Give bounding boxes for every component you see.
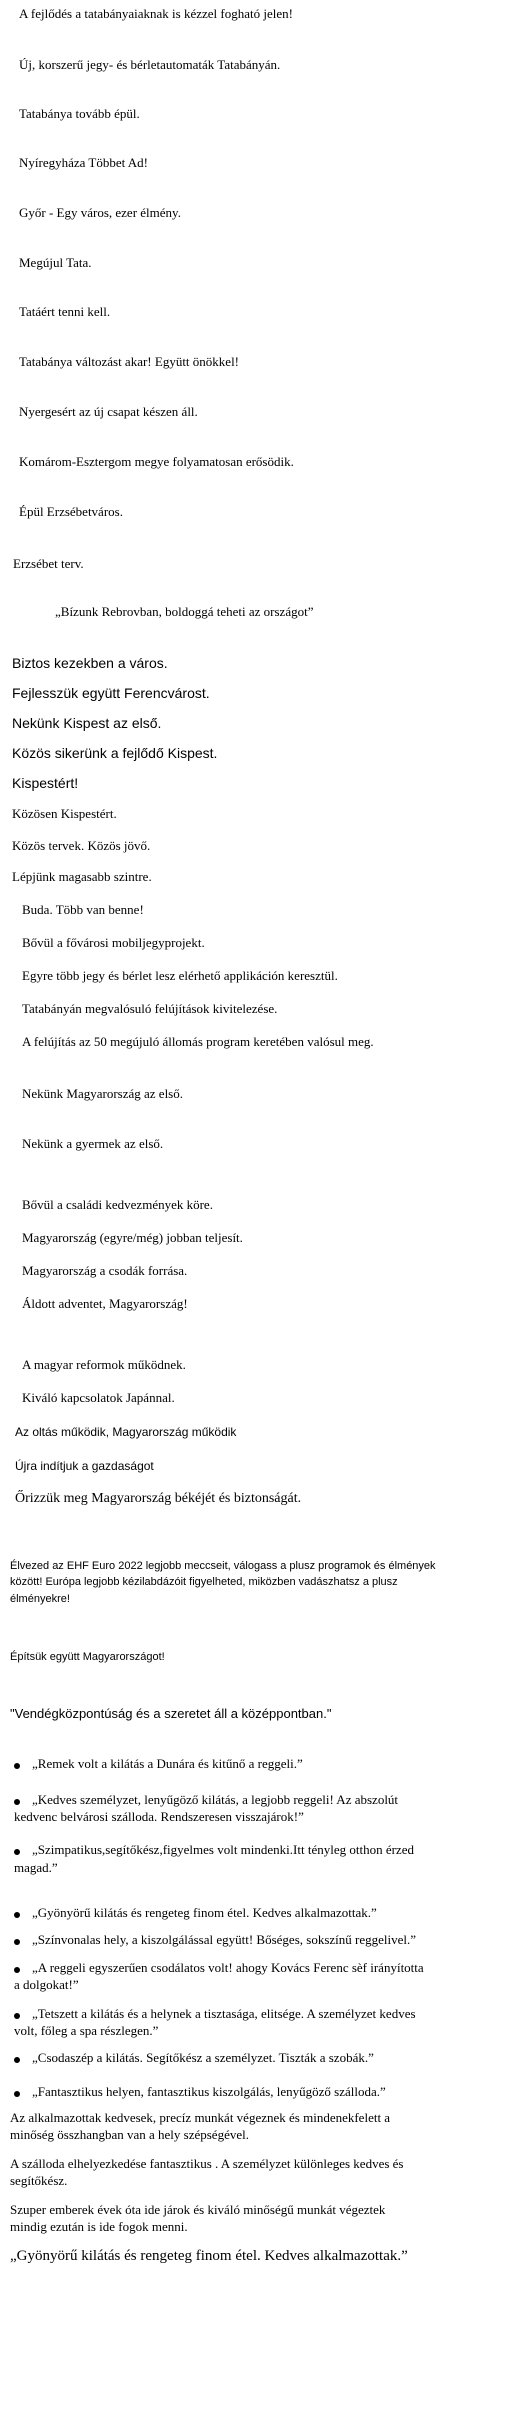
- bullet-icon: [14, 1939, 20, 1945]
- line-kispest-success: Közös sikerünk a fejlődő Kispest.: [12, 745, 218, 761]
- bullet-icon: [14, 1967, 20, 1973]
- line-ferencvaros: Fejlesszük együtt Ferencvárost.: [12, 685, 210, 701]
- bullet-icon: [14, 2091, 20, 2097]
- line-ticket-machines: Új, korszerű jegy- és bérletautomaták Tatabányán.: [19, 57, 281, 72]
- review-4: „Gyönyörű kilátás és rengeteg finom étel. Kedves alkalmazottak.”: [32, 1905, 377, 1920]
- line-tatabanya-builds: Tatabánya tovább épül.: [19, 106, 140, 121]
- line-family-benefits: Bővül a családi kedvezmények köre.: [22, 1197, 213, 1212]
- review-5: „Színvonalas hely, a kiszolgálással együtt! Bőséges, sokszínű reggelivel.”: [32, 1932, 417, 1947]
- review-3-line-1: „Szimpatikus,segítőkész,figyelmes volt mindenki.Itt tényleg otthon érzed: [32, 1842, 414, 1857]
- review-7-line-2: volt, főleg a spa részlegen.”: [14, 2023, 159, 2038]
- line-build-together: Építsük együtt Magyarországot!: [10, 1651, 165, 1663]
- paragraph-2-line-2: segítőkész.: [10, 2173, 68, 2188]
- review-7-line-1: „Tetszett a kilátás és a helynek a tisztasága, elitsége. A személyzet kedves: [32, 2006, 416, 2021]
- line-source-of-wonders: Magyarország a csodák forrása.: [22, 1263, 188, 1278]
- line-50-stations: A felújítás az 50 megújuló állomás program keretében valósul meg.: [22, 1034, 374, 1049]
- bullet-icon: [14, 1799, 20, 1805]
- review-6-line-1: „A reggeli egyszerűen csodálatos volt! ahogy Kovács Ferenc sèf irányította: [32, 1960, 424, 1975]
- line-tatabanya-renovations: Tatabányán megvalósuló felújítások kivitelezése.: [22, 1001, 278, 1016]
- review-3-line-2: magad.”: [14, 1860, 58, 1875]
- line-tatabanya-development: A fejlődés a tatabányaiaknak is kézzel fogható jelen!: [19, 6, 293, 21]
- review-1: „Remek volt a kilátás a Dunára és kitűnő a reggeli.”: [32, 1756, 303, 1771]
- line-nyerges: Nyergesért az új csapat készen áll.: [19, 404, 198, 419]
- review-6-line-2: a dolgokat!”: [14, 1977, 79, 1992]
- line-safe-hands: Biztos kezekben a város.: [12, 655, 168, 671]
- line-vaccination-works: Az oltás működik, Magyarország működik: [15, 1425, 237, 1439]
- line-ehf-1: Élvezed az EHF Euro 2022 legjobb meccseit, válogass a plusz programok és élmények: [10, 1560, 436, 1572]
- line-tatabanya-change: Tatabánya változást akar! Együtt önökkel!: [19, 354, 240, 369]
- line-guest-centric: "Vendégközpontúság és a szeretet áll a középpontban.": [10, 1706, 332, 1721]
- review-2-line-2: kedvenc belvárosi szálloda. Rendszeresen visszajárok!”: [14, 1809, 304, 1824]
- line-gyor: Győr - Egy város, ezer élmény.: [19, 205, 181, 220]
- review-9: „Fantasztikus helyen, fantasztikus kiszolgálás, lenyűgöző szálloda.”: [32, 2084, 386, 2099]
- line-komarom-esztergom: Komárom-Esztergom megye folyamatosan erősödik.: [19, 454, 294, 469]
- line-tata-renews: Megújul Tata.: [19, 255, 92, 270]
- paragraph-3-line-2: mindig ezután is ide fogok menni.: [10, 2219, 188, 2234]
- line-for-kispest: Kispestért!: [12, 775, 79, 791]
- line-ehf-3: élményekre!: [10, 1593, 70, 1605]
- line-common-plans: Közös tervek. Közös jövő.: [12, 838, 151, 853]
- line-more-tickets-app: Egyre több jegy és bérlet lesz elérhető applikáción keresztül.: [22, 968, 338, 983]
- paragraph-1-line-1: Az alkalmazottak kedvesek, precíz munkát végeznek és mindenekfelett a: [10, 2110, 391, 2125]
- line-hungary-performs: Magyarország (egyre/még) jobban teljesít.: [22, 1230, 243, 1245]
- bullet-icon: [14, 1763, 20, 1769]
- line-peace-security: Őrizzük meg Magyarország békéjét és biztonságát.: [15, 1491, 302, 1506]
- line-mobile-ticket: Bővül a fővárosi mobiljegyprojekt.: [22, 935, 205, 950]
- paragraph-2-line-1: A szálloda elhelyezkedése fantasztikus . A személyzet különleges kedves és: [10, 2156, 404, 2171]
- closing-quote: „Gyönyörű kilátás és rengeteg finom étel. Kedves alkalmazottak.”: [10, 2248, 408, 2264]
- line-buda: Buda. Több van benne!: [22, 902, 144, 917]
- line-ehf-2: között! Európa legjobb kézilabdázóit figyelheted, miközben vadászhatsz a plusz: [10, 1576, 398, 1588]
- line-blessed-advent: Áldott adventet, Magyarország!: [22, 1296, 188, 1311]
- line-kispest-first: Nekünk Kispest az első.: [12, 715, 162, 731]
- line-children-first: Nekünk a gyermek az első.: [22, 1136, 164, 1151]
- bullet-icon: [14, 1912, 20, 1918]
- bullet-icon: [14, 1849, 20, 1855]
- line-for-tata: Tatáért tenni kell.: [19, 304, 111, 319]
- line-rebrov-quote: „Bízunk Rebrovban, boldoggá teheti az országot”: [55, 604, 314, 619]
- paragraph-1-line-2: minőség összhangban van a hely szépségével.: [10, 2127, 249, 2142]
- bullet-icon: [14, 2057, 20, 2063]
- review-2-line-1: „Kedves személyzet, lenyűgöző kilátás, a legjobb reggeli! Az abszolút: [32, 1792, 399, 1807]
- line-next-level: Lépjünk magasabb szintre.: [12, 869, 152, 884]
- line-japan-relations: Kiváló kapcsolatok Japánnal.: [22, 1390, 175, 1405]
- line-hungary-first: Nekünk Magyarország az első.: [22, 1086, 183, 1101]
- line-nyiregyhaza: Nyíregyháza Többet Ad!: [19, 155, 148, 170]
- line-restart-economy: Újra indítjuk a gazdaságot: [15, 1459, 154, 1473]
- line-erzsebetvaros-builds: Épül Erzsébetváros.: [19, 504, 123, 519]
- review-8: „Csodaszép a kilátás. Segítőkész a személyzet. Tiszták a szobák.”: [32, 2050, 374, 2065]
- paragraph-3-line-1: Szuper emberek évek óta ide járok és kiváló minőségű munkát végeztek: [10, 2202, 386, 2217]
- line-together-kispest: Közösen Kispestért.: [12, 806, 117, 821]
- line-reforms-work: A magyar reformok működnek.: [22, 1357, 186, 1372]
- line-erzsebet-plan: Erzsébet terv.: [13, 556, 84, 571]
- bullet-icon: [14, 2013, 20, 2019]
